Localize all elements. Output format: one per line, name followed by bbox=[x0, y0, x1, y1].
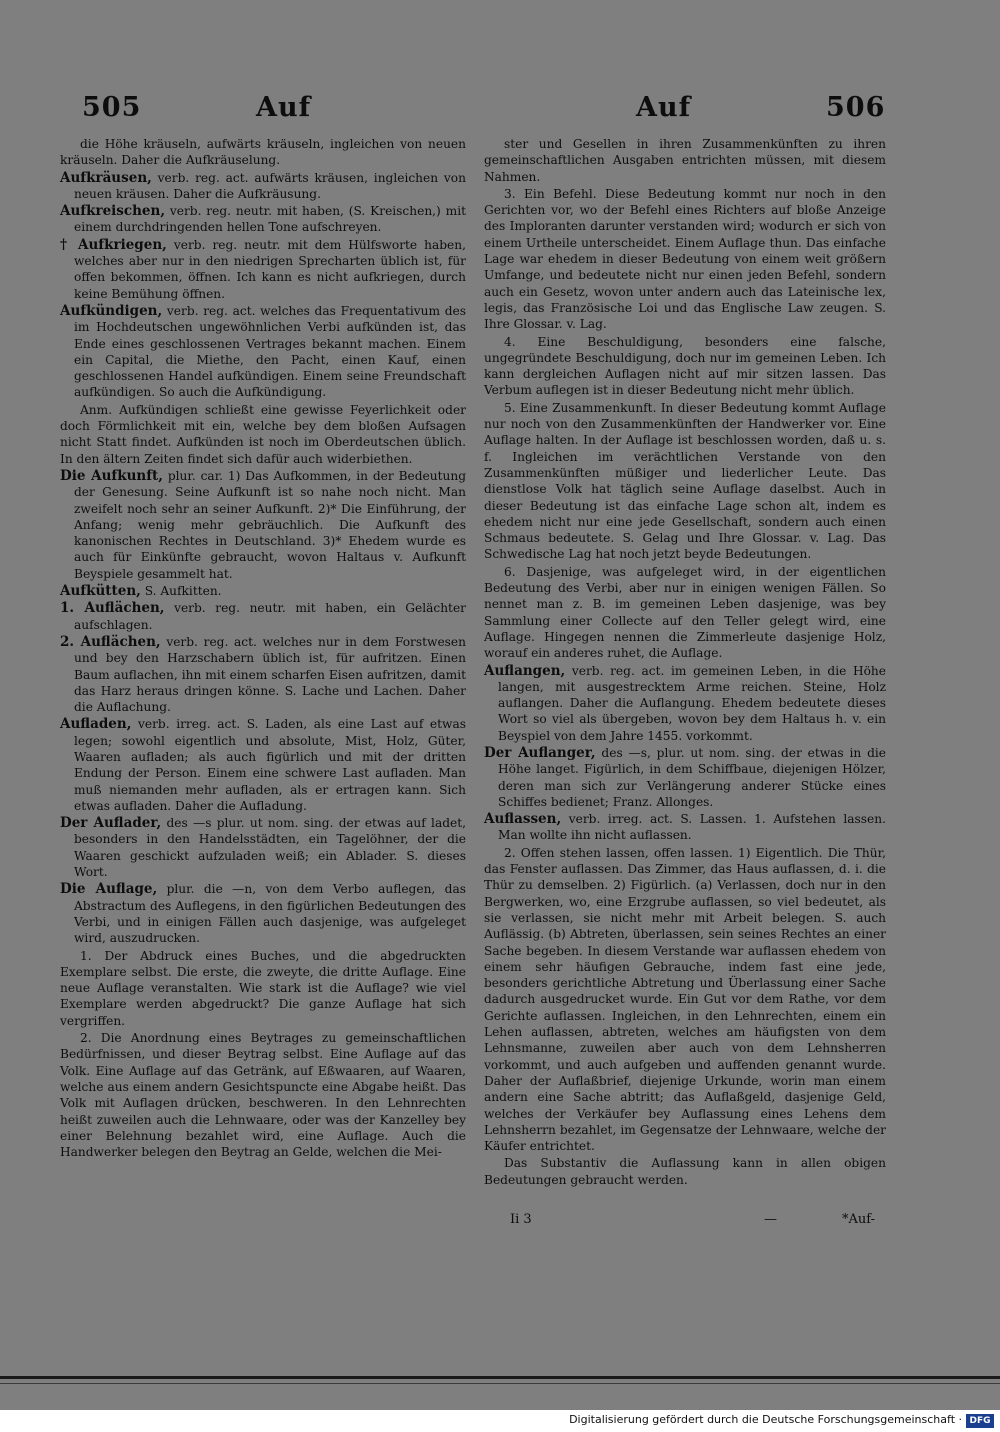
entry-headword: Aufkündigen, bbox=[60, 302, 163, 319]
footer-dash: — bbox=[764, 1212, 777, 1227]
running-head-left: Auf bbox=[256, 92, 312, 123]
entry-text: verb. reg. act. aufwärts kräusen, ingleichen von neuen kräusen. Daher die Aufkräusung. bbox=[74, 170, 466, 201]
entry-headword: Die Aufkunft, bbox=[60, 467, 163, 484]
entry-text: des —s, plur. ut nom. sing. der etwas in die Höhe langet. Figürlich, in dem Schiffbaue, diejenigen Hölzer, deren man sich zur Verlängerung anderer Stücke eines Schiffes bedienet; Franz. Allonges. bbox=[498, 745, 886, 809]
page-number-left: 505 bbox=[82, 92, 142, 123]
paragraph bbox=[484, 845, 886, 1155]
paragraph bbox=[60, 402, 466, 467]
dictionary-entry bbox=[60, 303, 466, 401]
entry-headword: Aufkreischen, bbox=[60, 203, 166, 220]
entry-headword: Der Auflader, bbox=[60, 815, 162, 832]
entry-text: Das Substantiv die Auflassung kann in allen obigen Bedeutungen gebraucht werden. bbox=[484, 1156, 886, 1187]
entry-text: 3. Ein Befehl. Diese Bedeutung kommt nur noch in den Gerichten vor, wo der Befehl eines Richters auf bloße Anzeige des Imploranten darunter verstanden wird; wodurch er sich von einem Urtheile unterscheidet. Einem Auflage thun. Das einfache Lage war ehedem in dieser Bedeutung von einem weit größern Umfange, und bedeutete nicht nur einen jeden Befehl, sondern auch ein Gesetz, wovon unter andern auch das Lateinische lex, legis, das Französische Loi und das Englische Law zeugen. S. Ihre Glossar. v. Lag. bbox=[484, 186, 886, 332]
right-text-column bbox=[484, 136, 886, 1189]
entry-text: verb. reg. neutr. mit haben, (S. Kreischen,) mit einem durchdringenden hellen Tone aufschreyen. bbox=[74, 204, 466, 235]
entry-headword: Aufladen, bbox=[60, 716, 132, 733]
dictionary-entry bbox=[60, 203, 466, 236]
paragraph bbox=[60, 1030, 466, 1160]
dictionary-entry bbox=[60, 600, 466, 633]
paragraph bbox=[484, 400, 886, 563]
dictionary-entry bbox=[60, 170, 466, 203]
paragraph bbox=[484, 186, 886, 333]
entry-headword: Der Auflanger, bbox=[484, 744, 596, 761]
dictionary-entry bbox=[60, 815, 466, 880]
entry-text: verb. irreg. act. S. Lassen. 1. Aufstehen lassen. Man wollte ihn nicht auflassen. bbox=[498, 812, 886, 843]
signature-mark: Ii 3 bbox=[510, 1212, 532, 1227]
page-number-right: 506 bbox=[826, 92, 886, 123]
entry-text: 2. Offen stehen lassen, offen lassen. 1) Eigentlich. Die Thür, das Fenster auflassen. Das Zimmer, das Haus auflassen, d. i. die Thür zu demselben. 2) Figürlich. (a) Verlassen, doch nur in den Bergwerken, wo, eine Erzgrube auflassen, so viel bedeutet, als sie verlassen, sie nicht mehr mit Arbeit belegen. S. auch Auflässig. (b) Abtreten, überlassen, sein seines Rechtes an einer Sache begeben. In diesem Verstande war auflassen ehedem von einem sehr häufigen Gebrauche, indem fast eine jede, besonders gerichtliche Abtretung und Überlassung einer Sache dadurch ausgedrucket wurde. Ein Gut vor dem Rathe, vor dem Gerichte auflassen. Ingleichen, in den Lehnrechten, einem ein Lehen auflassen, abtreten, welches am häufigsten von dem Lehnsmanne, zuweilen aber auch von dem Lehnsherren vorkommt, und auch aufgeben und auffenden genannt wurde. Daher der Auflaßbrief, diejenige Urkunde, worin man einem andern eine Sache abtritt; das Auflaßgeld, dasjenige Geld, welches der Verkäufer bey Auflassung eines Lehens dem Lehnsherrn bezahlet, im Gegensatze der Lehnwaare, welche der Käufer entrichtet. bbox=[484, 845, 886, 1154]
dictionary-entry bbox=[484, 745, 886, 810]
entry-text: verb. irreg. act. S. Laden, als eine Last auf etwas legen; sowohl eigentlich und absolute, Mist, Holz, Güter, Waaren aufladen; als auch figürlich und mit der dritten Endung der Person. Einem eine schwere Last aufladen. Man muß niemanden mehr aufladen, als er ertragen kann. Sich etwas aufladen. Daher die Aufladung. bbox=[74, 717, 466, 813]
funding-credit: Digitalisierung gefördert durch die Deutsche Forschungsgemeinschaft · bbox=[569, 1413, 962, 1426]
entry-text: verb. reg. act. welches das Frequentativum des im Hochdeutschen ungewöhnlichen Verbi aufkünden ist, das Ende eines geschlossenen Vertrages bekannt machen. Einem ein Capital, die Miethe, den Pacht, einen Kauf, einen geschlossenen Handel aufkündigen. Einem seine Freundschaft aufkündigen. So auch die Aufkündigung. bbox=[74, 303, 466, 400]
dictionary-entry bbox=[484, 811, 886, 844]
entry-text: 5. Eine Zusammenkunft. In dieser Bedeutung kommt Auflage nur noch von den Zusammenkünften der Handwerker vor. Eine Auflage halten. In der Auflage ist beschlossen worden, daß u. s. f. Ingleichen im verächtlichen Verstande von den Zusammenkünften müßiger und liederlicher Leute. Das dienstlose Volk hat täglich seine Auflage daselbst. Auch in dieser Bedeutung ist das einfache Lage schon alt, indem es ehedem nicht nur eine jede Gesellschaft, sondern auch einen Schmaus bedeutete. S. Gelag und Ihre Glossar. v. Lag. Das Schwedische Lag hat noch jetzt beyde Bedeutungen. bbox=[484, 400, 886, 562]
dictionary-entry bbox=[60, 468, 466, 582]
entry-text: des —s plur. ut nom. sing. der etwas auf ladet, besonders in den Handelsstädten, ein Tagelöhner, der die Waaren geschickt aufzuladen weiß; ein Ablader. S. dieses Wort. bbox=[74, 816, 466, 880]
dictionary-entry bbox=[60, 237, 466, 302]
entry-text: verb. reg. neutr. mit haben, ein Gelächter aufschlagen. bbox=[74, 601, 466, 632]
entry-text: 2. Die Anordnung eines Beytrages zu gemeinschaftlichen Bedürfnissen, und dieser Beytrag selbst. Eine Auflage auf das Volk. Eine Auflage auf das Getränk, auf Eßwaaren, auf Waaren, welche aus einem andern Gesichtspuncte eine Abgabe heißt. Das Volk mit Auflagen drücken, beschweren. In den Lehnrechten heißt zuweilen auch die Lehnwaare, oder was der Kanzelley bey einer Belehnung bezahlet wird, eine Auflage. Auch die Handwerker belegen den Beytrag an Gelde, welchen die Mei- bbox=[60, 1031, 466, 1160]
paragraph bbox=[484, 564, 886, 662]
scan-edge-rule-thin bbox=[0, 1383, 1000, 1384]
entry-text: verb. reg. act. welches nur in dem Forstwesen und bey den Harzschabern üblich ist, für aufritzen. Einen Baum auflachen, ihn mit einem scharfen Eisen aufritzen, damit das Harz heraus dringen könne. S. Lache und Lachen. Daher die Auflachung. bbox=[74, 634, 466, 715]
entry-text: verb. reg. act. im gemeinen Leben, in die Höhe langen, mit ausgestrecktem Arme reichen. Steine, Holz auflangen. Daher die Auflangung. Ehedem bedeutete dieses Wort so viel als übergeben, wovon bey dem Haltaus h. v. ein Beyspiel von dem Jahre 1455. vorkommt. bbox=[498, 663, 886, 743]
paragraph bbox=[484, 136, 886, 185]
entry-text: 4. Eine Beschuldigung, besonders eine falsche, ungegründete Beschuldigung, doch nur im gemeinen Leben. Ich kann dergleichen Auflagen nicht auf mir sitzen lassen. Das Verbum auflegen ist in dieser Bedeutung nicht mehr üblich. bbox=[484, 334, 886, 398]
entry-text: 1. Der Abdruck eines Buches, und die abgedruckten Exemplare selbst. Die erste, die zweyte, die dritte Auflage. Eine neue Auflage veranstalten. Wie stark ist die Auflage? wie viel Exemplare werden abgedruckt? Die ganze Auflage hat sich vergriffen. bbox=[60, 948, 466, 1028]
dictionary-entry bbox=[484, 663, 886, 744]
entry-headword: Die Auflage, bbox=[60, 881, 158, 898]
dictionary-entry bbox=[60, 634, 466, 715]
entry-headword: 1. Auflächen, bbox=[60, 600, 165, 617]
entry-text: S. Aufkitten. bbox=[140, 584, 222, 599]
dictionary-entry bbox=[60, 716, 466, 814]
dictionary-entry bbox=[60, 583, 466, 599]
entry-text: plur. car. 1) Das Aufkommen, in der Bedeutung der Genesung. Seine Aufkunft ist so nahe noch nicht. Man zweifelt noch sehr an seiner Aufkunft. 2)* Die Einführung, der Anfang; wenig mehr gebräuchlich. Die Aufkunft des kanonischen Rechtes in Deutschland. 3)* Ehedem wurde es auch für Einkünfte gebraucht, wovon Haltaus v. Aufkunft Beyspiele gesammelt hat. bbox=[74, 468, 467, 581]
scan-edge-rule bbox=[0, 1376, 1000, 1379]
paragraph bbox=[484, 334, 886, 399]
entry-headword: Auflangen, bbox=[484, 662, 566, 679]
footer-bar bbox=[0, 1410, 1000, 1432]
paragraph bbox=[60, 136, 466, 169]
entry-headword: 2. Auflächen, bbox=[60, 633, 161, 650]
entry-text: Anm. Aufkündigen schließt eine gewisse Feyerlichkeit oder doch Förmlichkeit mit ein, welche bey dem bloßen Aufsagen nicht Statt findet. Aufkünden ist noch im Oberdeutschen üblich. In den ältern Zeiten findet sich dafür auch widerbiethen. bbox=[60, 402, 466, 466]
entry-headword: Auflassen, bbox=[484, 811, 562, 828]
left-text-column bbox=[60, 136, 466, 1161]
entry-headword: Aufkütten, bbox=[60, 583, 141, 600]
entry-headword: Aufkräusen, bbox=[60, 169, 152, 186]
entry-text: plur. die —n, von dem Verbo auflegen, das Abstractum des Auflegens, in den figürlichen Bedeutungen des Verbi, und in einigen Fällen auch dasjenige, was aufgeleget wird, auszudrucken. bbox=[74, 882, 466, 946]
entry-headword: † Aufkriegen, bbox=[60, 236, 167, 253]
dictionary-entry bbox=[60, 881, 466, 946]
entry-text: 6. Dasjenige, was aufgeleget wird, in der eigentlichen Bedeutung des Verbi, aber nur in einigen wenigen Fällen. So nennet man z. B. im gemeinen Leben dasjenige, was bey Sammlung einer Collecte auf den Teller gelegt wird, eine Auflage. Hingegen nennen die Zimmerleute dasjenige Holz, worauf ein anderes ruhet, die Auflage. bbox=[484, 564, 886, 661]
entry-text: ster und Gesellen in ihren Zusammenkünften zu ihren gemeinschaftlichen Ausgaben entrichten müssen, mit diesem Nahmen. bbox=[484, 137, 886, 184]
catchword: *Auf- bbox=[842, 1212, 876, 1227]
paragraph bbox=[484, 1155, 886, 1188]
running-head-right: Auf bbox=[636, 92, 692, 123]
paragraph bbox=[60, 948, 466, 1029]
entry-text: verb. reg. neutr. mit dem Hülfsworte haben, welches aber nur in den niedrigen Sprecharten üblich ist, für offen bekommen, öffnen. Ich kann es nicht aufkriegen, durch keine Bemühung öffnen. bbox=[74, 237, 466, 301]
entry-text: die Höhe kräuseln, aufwärts kräuseln, ingleichen von neuen kräuseln. Daher die Aufkräuselung. bbox=[60, 137, 466, 168]
dfg-logo-icon[interactable]: DFG bbox=[966, 1414, 994, 1428]
